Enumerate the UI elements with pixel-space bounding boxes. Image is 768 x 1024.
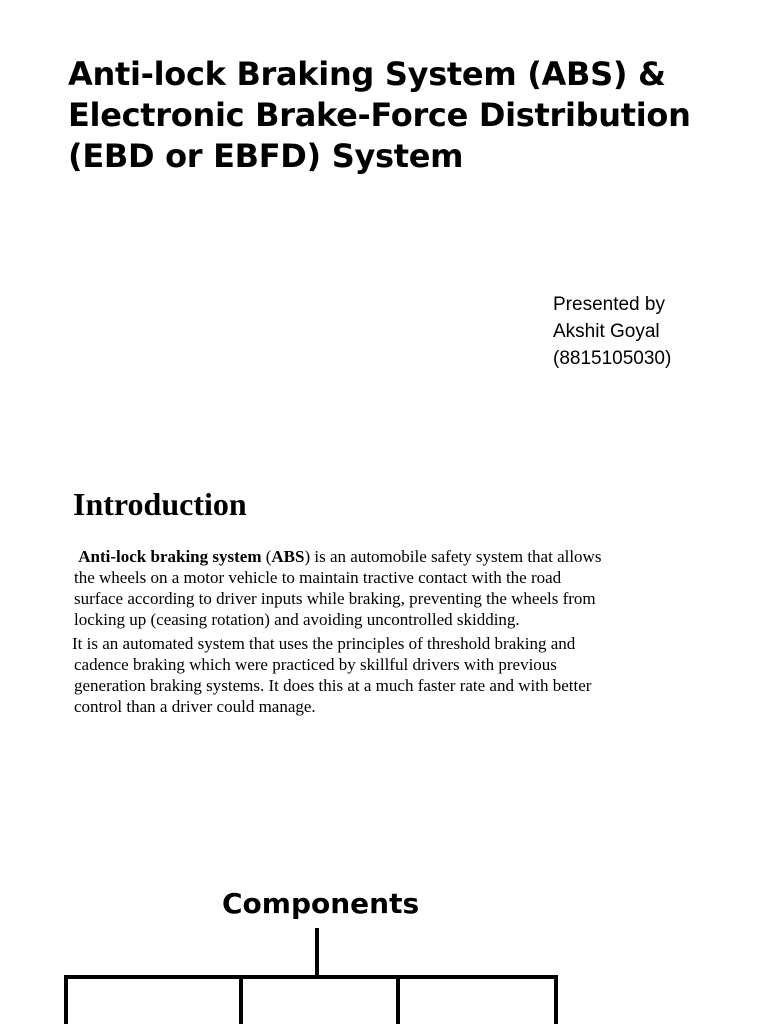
presenter-label: Presented by xyxy=(553,294,665,315)
paragraph-1-line-4: locking up (ceasing rotation) and avoiding uncontrolled skidding. xyxy=(74,610,520,629)
introduction-heading: Introduction xyxy=(73,486,247,522)
paragraph-2-line-2: cadence braking which were practiced by skillful drivers with previous xyxy=(74,655,557,674)
title-line-3: (EBD or EBFD) System xyxy=(68,137,464,175)
paragraph-2-line-1: It is an automated system that uses the principles of threshold braking and xyxy=(72,634,576,653)
paragraph-1-line-3: surface according to driver inputs while braking, preventing the wheels from xyxy=(74,589,596,608)
paragraph-1-line-1-rest: ) is an automobile safety system that allows xyxy=(304,547,602,566)
presenter-id: (8815105030) xyxy=(553,348,672,369)
abs-open-paren: ( xyxy=(261,547,272,566)
paragraph-2-line-4: control than a driver could manage. xyxy=(74,697,316,716)
abs-term: Anti-lock braking system xyxy=(78,547,262,566)
paragraph-2-line-3: generation braking systems. It does this at a much faster rate and with better xyxy=(74,676,592,695)
title-line-2: Electronic Brake-Force Distribution xyxy=(68,96,691,134)
components-heading: Components xyxy=(222,887,420,920)
abs-abbreviation: ABS xyxy=(271,547,305,566)
title-line-1: Anti-lock Braking System (ABS) & xyxy=(68,55,666,93)
paragraph-1-line-2: the wheels on a motor vehicle to maintain tractive contact with the road xyxy=(74,568,562,587)
presenter-name: Akshit Goyal xyxy=(553,321,660,342)
